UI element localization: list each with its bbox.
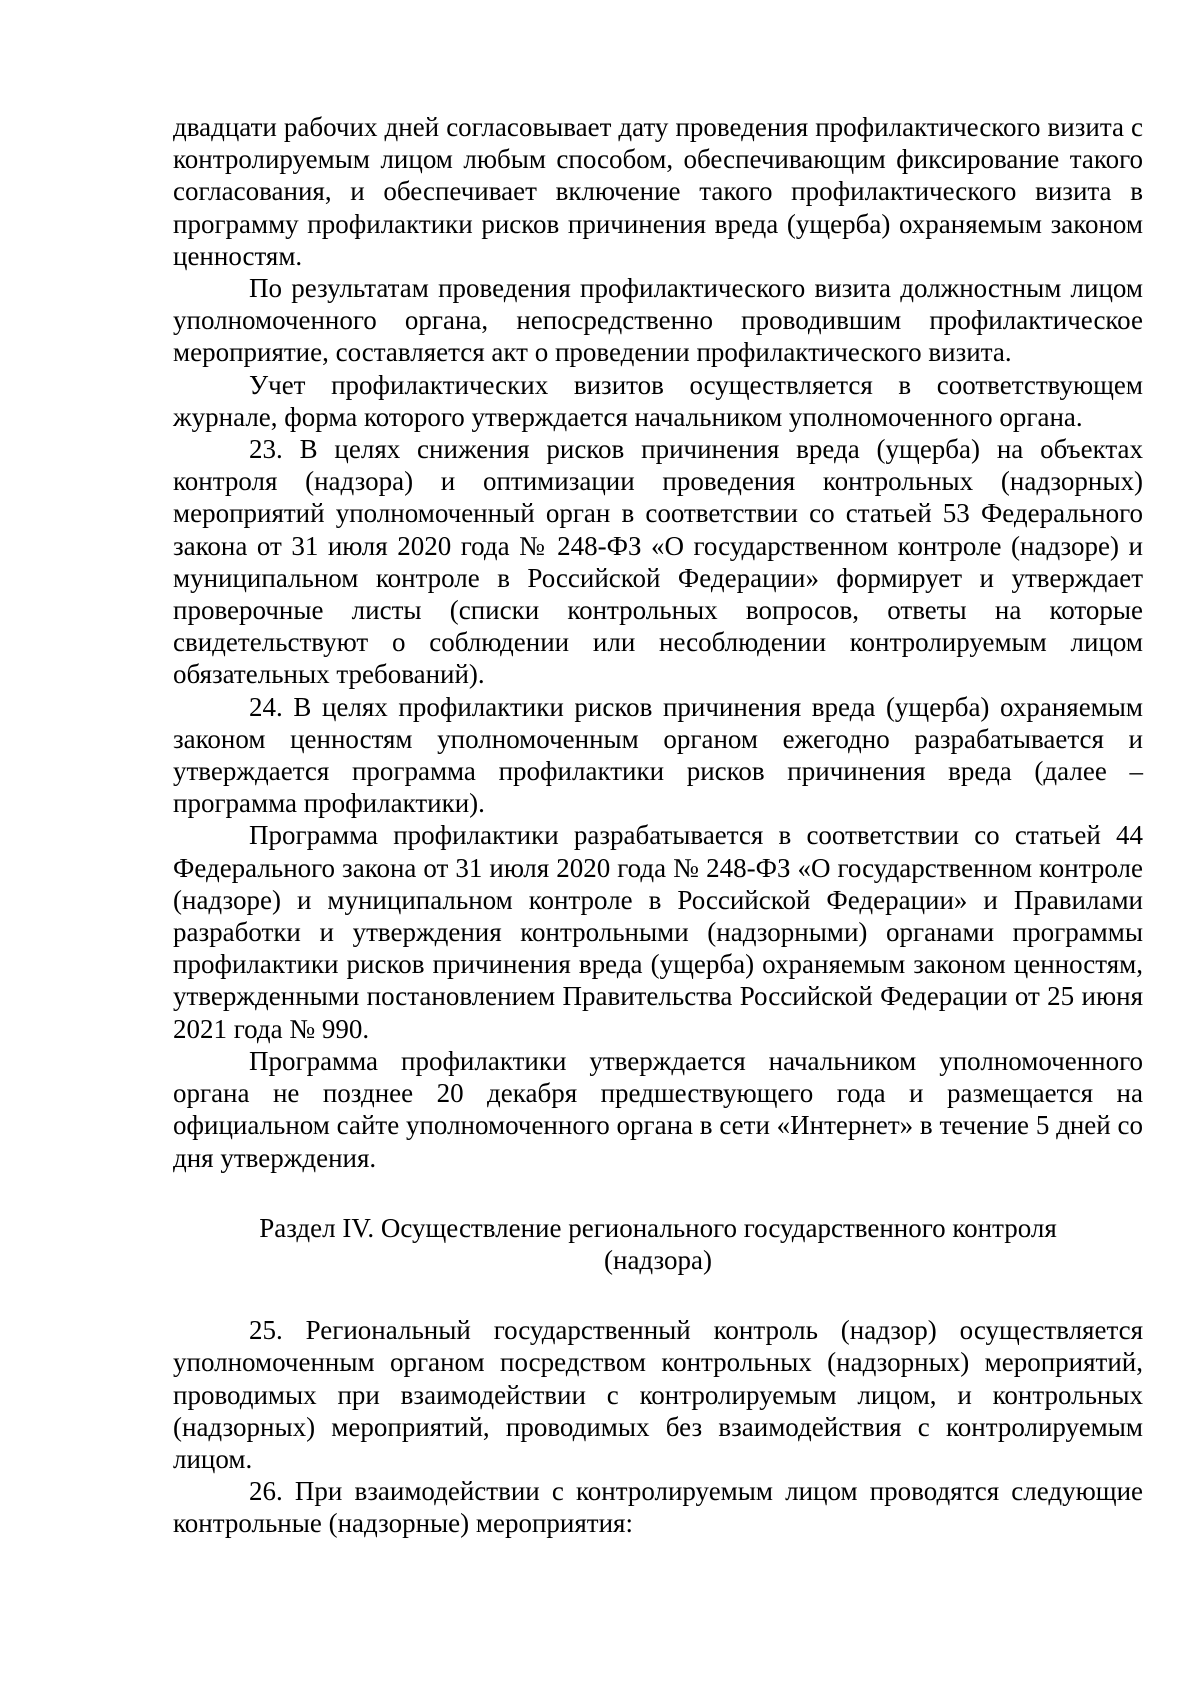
paragraph-item-25: 25. Региональный государственный контроль (надзор) осуществляется уполномоченным органом посредством контрольных (надзорных) мероприятий, проводимых при взаимодействии с контролируемым лицом, и контрольных (надзорных) мероприятий, проводимых без взаимодействия с контролируемым лицом. (173, 1315, 1143, 1474)
paragraph-item-26: 26. При взаимодействии с контролируемым лицом проводятся следующие контрольные (надзорные) мероприятия: (173, 1476, 1143, 1539)
paragraph-program-approval: Программа профилактики утверждается начальником уполномоченного органа не позднее 20 декабря предшествующего года и размещается на официальном сайте уполномоченного органа в сети «Интернет» в течение 5 дней со дня утверждения. (173, 1045, 1143, 1173)
section-heading-line-1: Раздел IV. Осуществление регионального государственного контроля (259, 1212, 1057, 1243)
section-heading (173, 1212, 1143, 1276)
paragraph-program-development: Программа профилактики разрабатывается в соответствии со статьей 44 Федерального закона от 31 июля 2020 года № 248-ФЗ «О государственном контроле (надзоре) и муниципальном контроле в Российской Федерации» и Правилами разработки и утверждения контрольными (надзорными) органами программы профилактики рисков причинения вреда (ущерба) охраняемым законом ценностям, утвержденными постановлением Правительства Российской Федерации от 25 июня 2021 года № 990. (173, 820, 1143, 1044)
paragraph-item-24: 24. В целях профилактики рисков причинения вреда (ущерба) охраняемым законом ценностям уполномоченным органом ежегодно разрабатывается и утверждается программа профилактики рисков причинения вреда (далее – программа профилактики). (173, 691, 1143, 819)
paragraph-visit-act: По результатам проведения профилактического визита должностным лицом уполномоченного органа, непосредственно проводившим профилактическое мероприятие, составляется акт о проведении профилактического визита. (173, 273, 1143, 368)
paragraph-visit-agreement: двадцати рабочих дней согласовывает дату проведения профилактического визита с контролируемым лицом любым способом, обеспечивающим фиксирование такого согласования, и обеспечивает включение такого профилактического визита в программу профилактики рисков причинения вреда (ущерба) охраняемым законом ценностям. (173, 112, 1143, 271)
paragraph-visit-journal: Учет профилактических визитов осуществляется в соответствующем журнале, форма которого утверждается начальником уполномоченного органа. (173, 369, 1143, 432)
section-heading-line-2: (надзора) (604, 1244, 712, 1275)
paragraph-item-23: 23. В целях снижения рисков причинения вреда (ущерба) на объектах контроля (надзора) и оптимизации проведения контрольных (надзорных) мероприятий уполномоченный орган в соответствии со статьей 53 Федерального закона от 31 июля 2020 года № 248-ФЗ «О государственном контроле (надзоре) и муниципальном контроле в Российской Федерации» формирует и утверждает проверочные листы (списки контрольных вопросов, ответы на которые свидетельствуют о соблюдении или несоблюдении контролируемым лицом обязательных требований). (173, 434, 1143, 690)
document-page (173, 111, 1143, 1540)
